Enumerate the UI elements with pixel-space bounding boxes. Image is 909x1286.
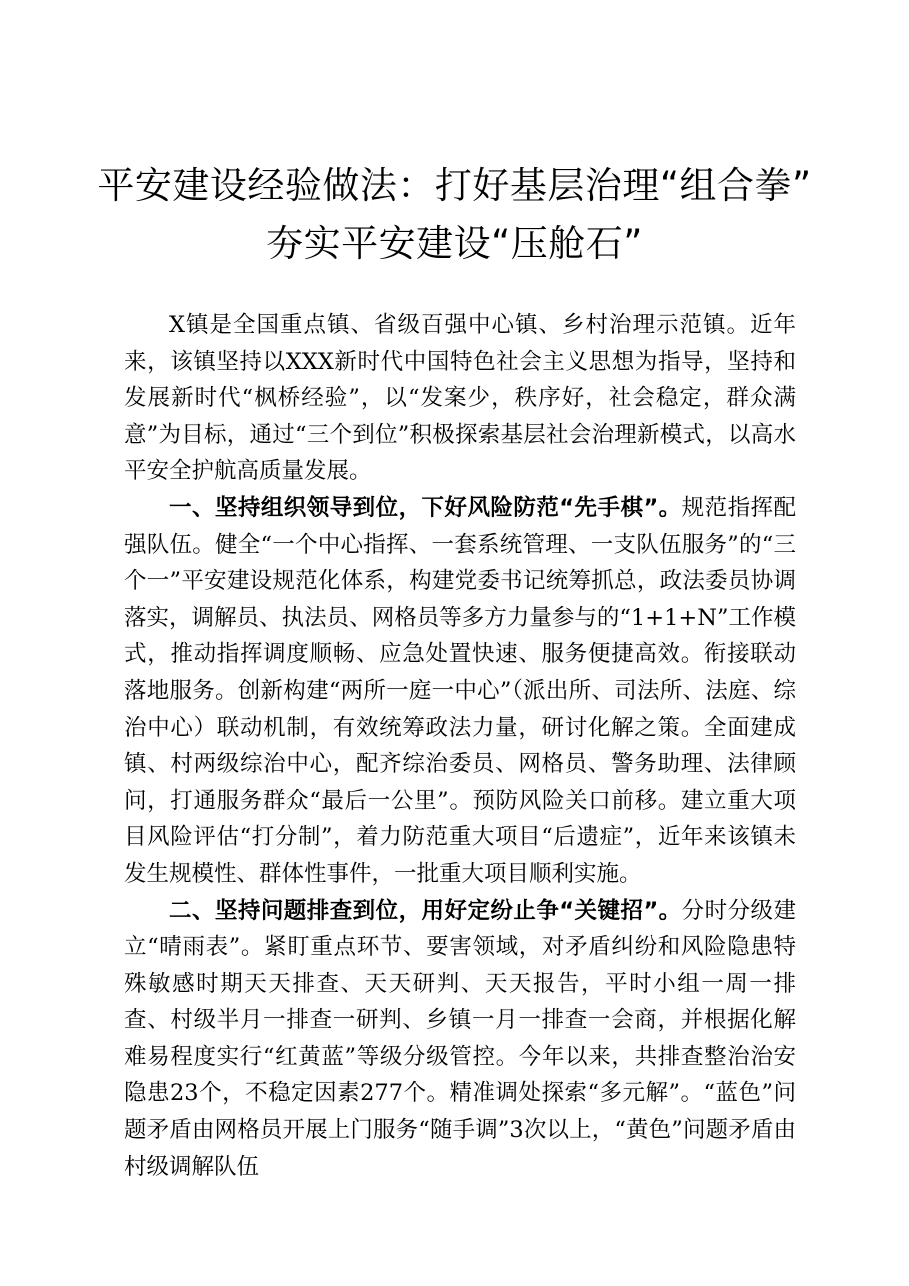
paragraph-text: 分时分级建立“晴雨表”。紧盯重点环节、要害领域，对矛盾纠纷和风险隐患特殊敏感时期天天排查、天天研判、天天报告，平时小组一周一排查、村级半月一排查一研判、乡镇一月一排查一会商，并根据化解难易程度实行“红黄蓝”等级分级管控。今年以来，共排查整治治安隐患23个，不稳定因素277个。精准调处探索“多元解”。“蓝色”问题矛盾由网格员开展上门服务“随手调”3次以上，“黄色”问题矛盾由村级调解队伍 bbox=[124, 897, 796, 1180]
document-body bbox=[124, 307, 796, 1185]
paragraph-intro bbox=[124, 307, 796, 490]
document-title-line-2: 夯实平安建设“压舱石” bbox=[266, 222, 643, 265]
document-title-line-1: 平安建设经验做法：打好基层治理“组合拳” bbox=[97, 164, 812, 207]
paragraph-section-2 bbox=[124, 893, 796, 1186]
paragraph-lead: 一、坚持组织领导到位，下好风险防范“先手棋”。 bbox=[169, 494, 682, 521]
paragraph-section-1 bbox=[124, 490, 796, 893]
paragraph-text: X镇是全国重点镇、省级百强中心镇、乡村治理示范镇。近年来，该镇坚持以XXX新时代中国特色社会主义思想为指导，坚持和发展新时代“枫桥经验”，以“发案少，秩序好，社会稳定，群众满意”为目标，通过“三个到位”积极探索基层社会治理新模式，以高水平安全护航高质量发展。 bbox=[124, 312, 796, 485]
paragraph-text: 规范指挥配强队伍。健全“一个中心指挥、一套系统管理、一支队伍服务”的“三个一”平安建设规范化体系，构建党委书记统筹抓总，政法委员协调落实，调解员、执法员、网格员等多方力量参与的“1+1+N”工作模式，推动指挥调度顺畅、应急处置快速、服务便捷高效。衔接联动落地服务。创新构建“两所一庭一中心”（派出所、司法所、法庭、综治中心）联动机制，有效统筹政法力量，研讨化解之策。全面建成镇、村两级综治中心，配齐综治委员、网格员、警务助理、法律顾问，打通服务群众“最后一公里”。预防风险关口前移。建立重大项目风险评估“打分制”，着力防范重大项目“后遗症”，近年来该镇未发生规模性、群体性事件，一批重大项目顺利实施。 bbox=[124, 494, 796, 887]
paragraph-lead: 二、坚持问题排查到位，用好定纷止争“关键招”。 bbox=[169, 897, 682, 924]
